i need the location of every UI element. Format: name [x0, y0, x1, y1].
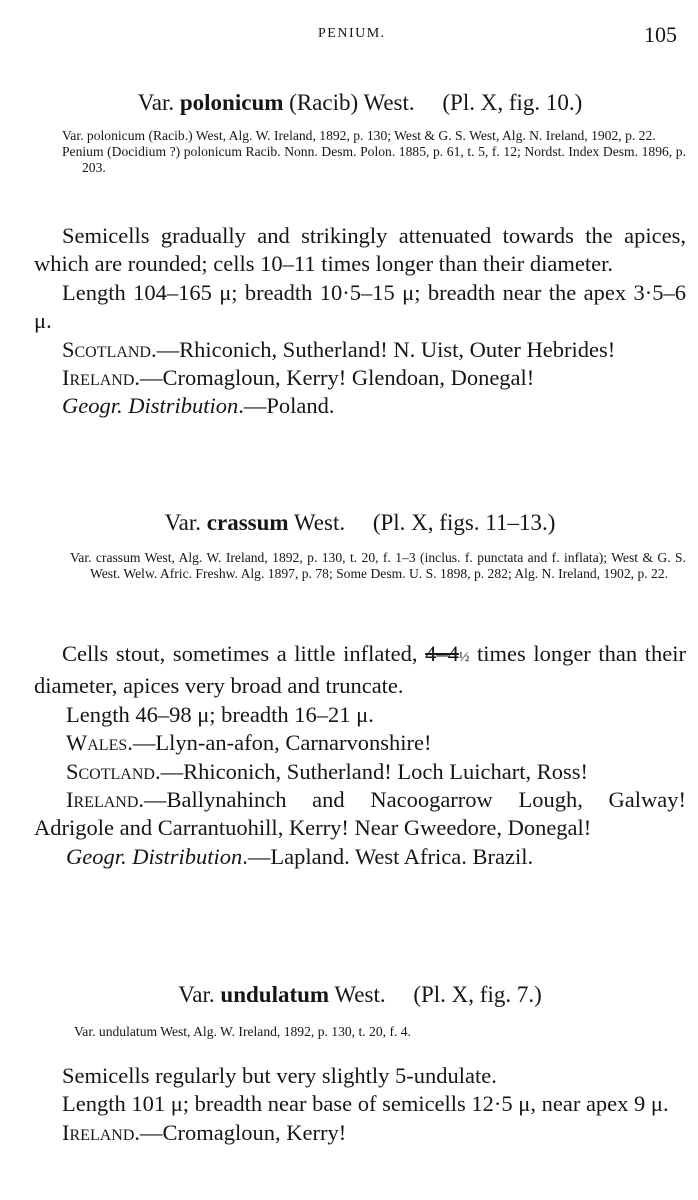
reference-entry: Var. crassum West, Alg. W. Ireland, 1892, p. 130, t. 20, f. 1–3 (inclus. f. punctata and f. inflata); West & G. S. West. Welw. Afric. Freshw. Alg. 1897, p. 78; Some Desm. U. S. 1898, p. 282; Alg. N. Ireland, 1902, p. 22. [70, 550, 686, 581]
variety-name: polonicum [179, 90, 284, 115]
reference-entry: Penium (Docidium ?) polonicum Racib. Nonn. Desm. Polon. 1885, p. 61, t. 5, f. 12; Nordst. Index Desm. 1896, p. 203. [62, 144, 686, 175]
geographic-distribution: Geogr. Distribution.—Lapland. West Africa. Brazil. [66, 843, 534, 869]
locality-ireland: Ireland.—Ballynahinch and Nacoogarrow Lough, Galway! Adrigole and Carrantuohill, Kerry! Near Gweedore, Donegal! [34, 787, 686, 841]
body-polonicum [34, 222, 686, 421]
section-heading-crassum [34, 508, 686, 538]
references-crassum [70, 550, 686, 582]
geographic-distribution: Geogr. Distribution.—Poland. [62, 393, 335, 419]
running-head [0, 22, 698, 46]
locality-scotland: Scotland.—Rhiconich, Sutherland! N. Uist, Outer Hebrides! [62, 336, 616, 362]
running-head-title: PENIUM. [318, 26, 386, 41]
heading-prefix: Var. [137, 90, 175, 115]
body-crassum [34, 640, 686, 871]
description: Semicells regularly but very slightly 5-undulate. [62, 1063, 497, 1088]
reference-entry: Var. undulatum West, Alg. W. Ireland, 1892, p. 130, t. 20, f. 4. [74, 1024, 411, 1039]
measurements: Length 101 μ; breadth near base of semicells 12·5 μ, near apex 9 μ. [62, 1091, 669, 1117]
plate-reference: (Pl. X, fig. 10.) [442, 90, 583, 115]
references-undulatum [74, 1024, 686, 1040]
plate-reference: (Pl. X, figs. 11–13.) [372, 510, 556, 535]
body-undulatum [34, 1062, 686, 1147]
heading-author: West. [293, 510, 346, 535]
struck-value: 4–4 [425, 641, 459, 666]
section-heading-undulatum [34, 980, 686, 1010]
references-polonicum [62, 128, 686, 176]
measurements: Length 104–165 μ; breadth 10·5–15 μ; breadth near the apex 3·5–6 μ. [34, 279, 686, 334]
locality-ireland: Ireland.—Cromagloun, Kerry! Glendoan, Donegal! [62, 365, 535, 391]
heading-author: West. [334, 982, 386, 1007]
locality-scotland: Scotland.—Rhiconich, Sutherland! Loch Luichart, Ross! [66, 758, 588, 784]
section-heading-polonicum [34, 88, 686, 118]
heading-prefix: Var. [164, 510, 202, 535]
locality-wales: Wales.—Llyn-an-afon, Carnarvonshire! [66, 730, 432, 756]
variety-name: crassum [206, 510, 289, 535]
variety-name: undulatum [220, 982, 330, 1007]
measurements: Length 46–98 μ; breadth 16–21 μ. [66, 701, 374, 727]
heading-prefix: Var. [178, 982, 215, 1007]
description: Cells stout, sometimes a little inflated, 4–4½ times longer than their diameter, apices very broad and truncate. [34, 641, 686, 699]
description: Semicells gradually and strikingly attenuated towards the apices, which are rounded; cells 10–11 times longer than their diameter. [34, 223, 686, 277]
plate-reference: (Pl. X, fig. 7.) [413, 982, 542, 1007]
page-number: 105 [644, 22, 677, 47]
reference-entry: Var. polonicum (Racib.) West, Alg. W. Ireland, 1892, p. 130; West & G. S. West, Alg. N. Ireland, 1902, p. 22. [62, 128, 656, 143]
heading-author: (Racib) West. [289, 90, 415, 115]
locality-ireland: Ireland.—Cromagloun, Kerry! [62, 1119, 347, 1145]
